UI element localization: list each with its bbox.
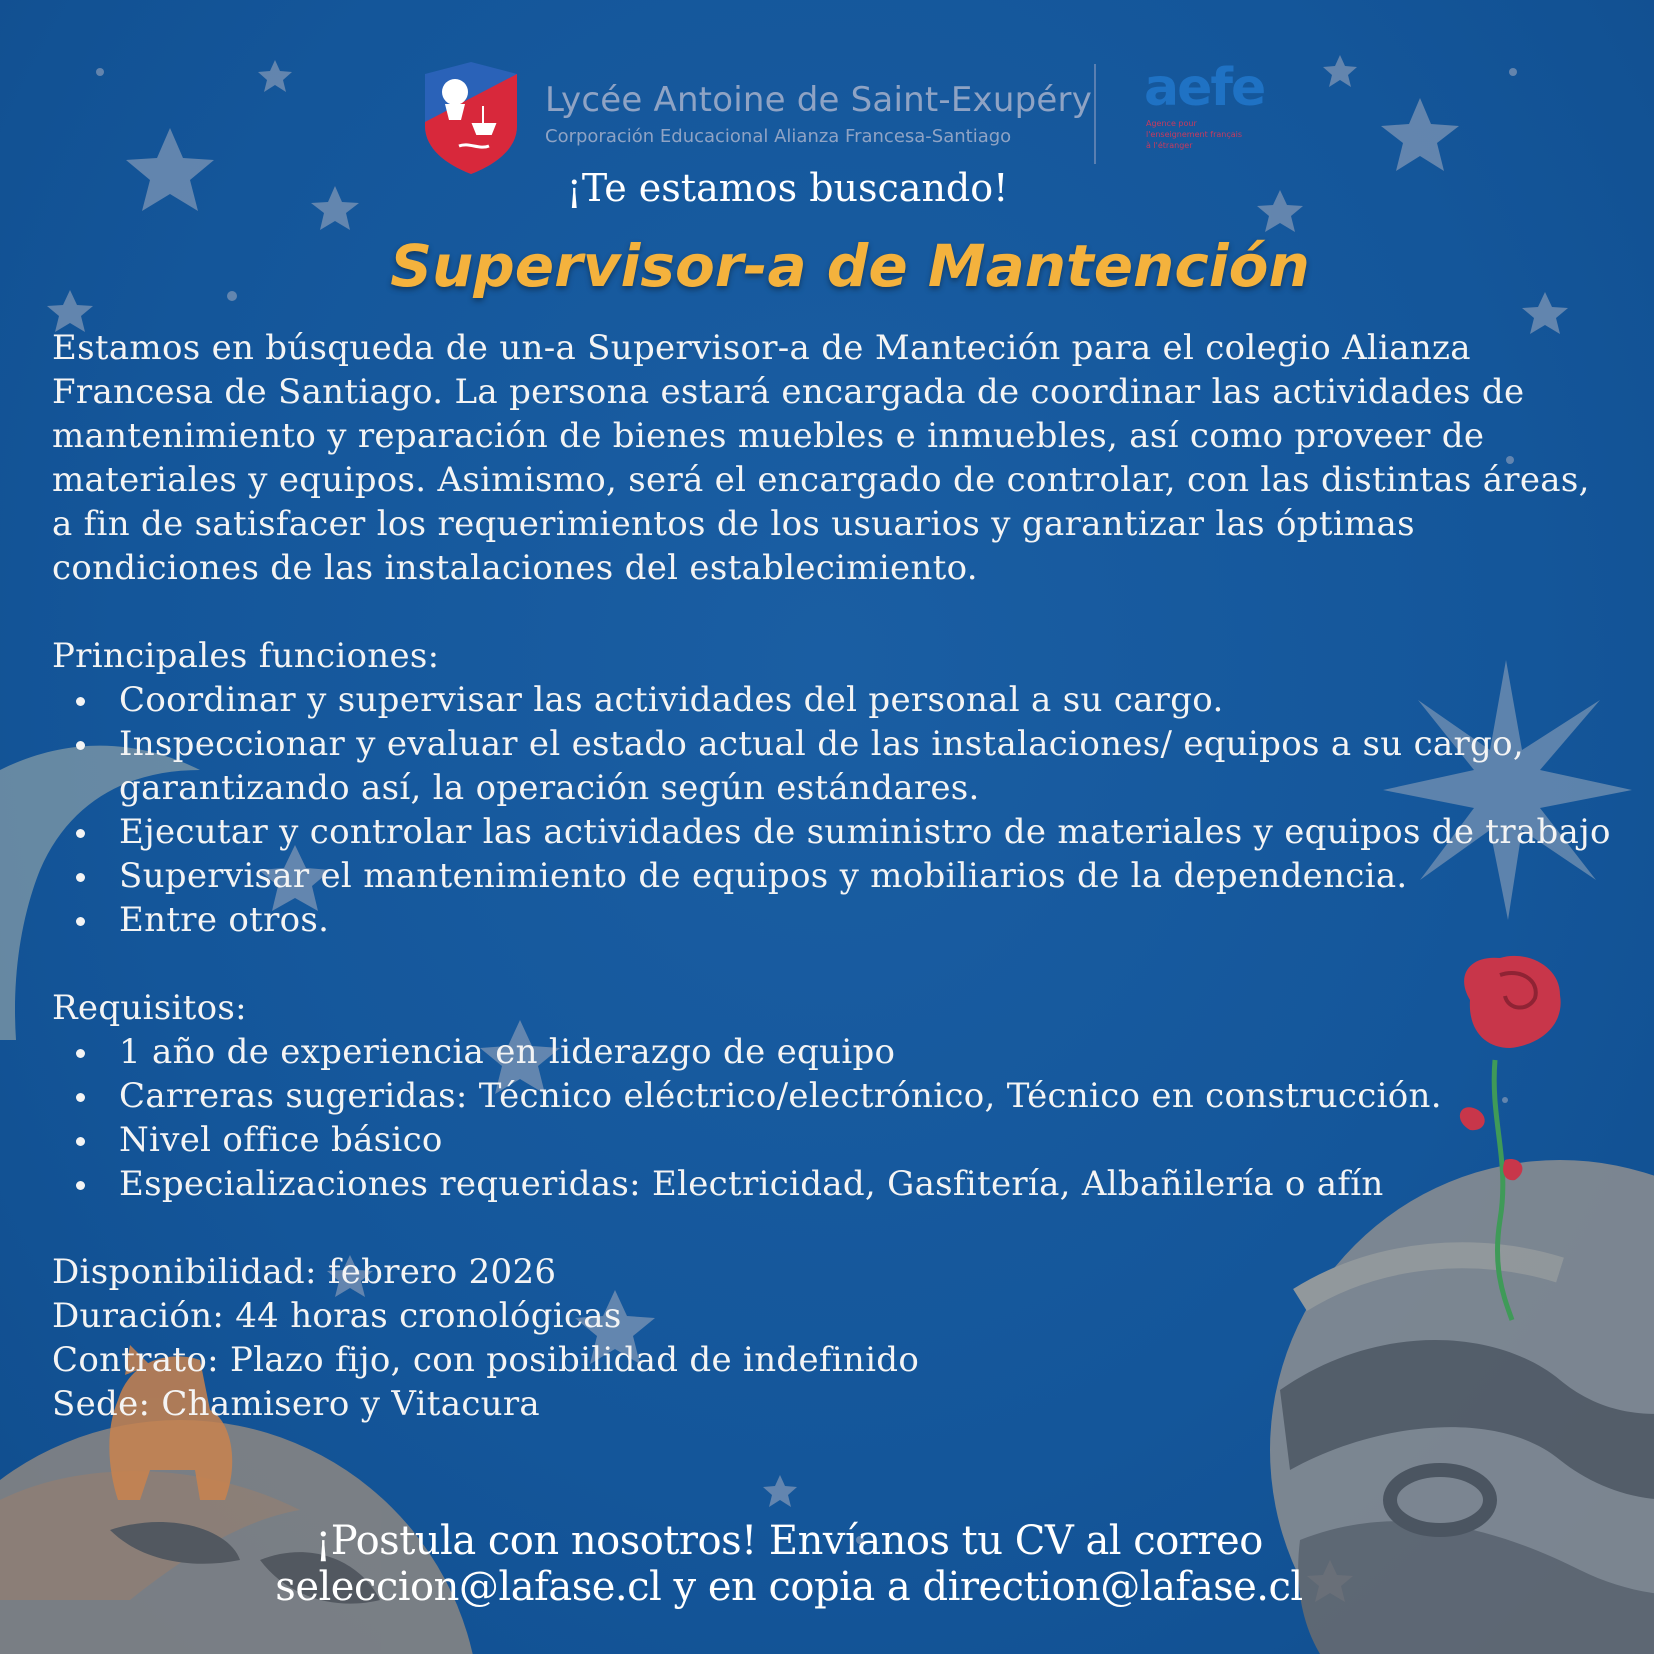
list-item: Supervisar el mantenimiento de equipos y mobiliarios de la dependencia.	[52, 854, 1612, 898]
shield-logo-icon	[425, 62, 517, 174]
intro-paragraph: Estamos en búsqueda de un-a Supervisor-a de Manteción para el colegio Alianza Francesa de Santiago. La persona estará encargada de coordinar las actividades de mantenimiento y reparación de bienes muebles e inmuebles, así como proveer de materiales y equipos. Asimismo, será el encargado de controlar, con las distintas áreas, a fin de satisfacer los requerimientos de los usuarios y garantizar las óptimas condiciones de las instalaciones del establecimiento.	[52, 328, 1590, 588]
call-to-action	[0, 1518, 1578, 1610]
cta-line-1: ¡Postula con nosotros! Envíanos tu CV al correo	[315, 1518, 1263, 1564]
location: Sede: Chamisero y Vitacura	[52, 1384, 540, 1424]
star-icon	[1323, 55, 1357, 87]
functions-heading: Principales funciones:	[52, 636, 440, 676]
tagline: ¡Te estamos buscando!	[566, 166, 1009, 210]
job-description	[52, 326, 1612, 1426]
list-item: Entre otros.	[52, 898, 1612, 942]
list-item: Carreras sugeridas: Técnico eléctrico/electrónico, Técnico en construcción.	[52, 1074, 1612, 1118]
star-icon	[763, 1475, 797, 1507]
list-item: Especializaciones requeridas: Electricidad, Gasfitería, Albañilería o afín	[52, 1162, 1612, 1206]
list-item: Nivel office básico	[52, 1118, 1612, 1162]
list-item: 1 año de experiencia en liderazgo de equipo	[52, 1030, 1612, 1074]
school-name: Lycée Antoine de Saint-Exupéry	[545, 80, 1093, 120]
school-subtitle: Corporación Educacional Alianza Francesa-Santiago	[545, 126, 1012, 147]
star-icon	[258, 60, 292, 92]
cta-line-2: seleccion@lafase.cl y en copia a direction@lafase.cl	[275, 1564, 1303, 1610]
aefe-logo-subtitle: Agence pour l'enseignement français à l'étranger	[1146, 119, 1243, 150]
header-divider	[1094, 64, 1096, 164]
list-item: Ejecutar y controlar las actividades de suministro de materiales y equipos de trabajo	[52, 810, 1612, 854]
requirements-list	[52, 1030, 1612, 1206]
duration: Duración: 44 horas cronológicas	[52, 1296, 622, 1336]
requirements-heading: Requisitos:	[52, 988, 247, 1028]
job-title: Supervisor-a de Mantención	[390, 232, 1310, 300]
list-item: Coordinar y supervisar las actividades del personal a su cargo.	[52, 678, 1612, 722]
functions-list	[52, 678, 1612, 942]
aefe-logo: aefe	[1144, 58, 1265, 118]
contract: Contrato: Plazo fijo, con posibilidad de indefinido	[52, 1340, 920, 1380]
header	[420, 58, 1280, 168]
star-icon	[1381, 98, 1459, 171]
availability: Disponibilidad: febrero 2026	[52, 1252, 557, 1292]
list-item: Inspeccionar y evaluar el estado actual de las instalaciones/ equipos a su cargo, garantizando así, la operación según estándares.	[52, 722, 1612, 810]
